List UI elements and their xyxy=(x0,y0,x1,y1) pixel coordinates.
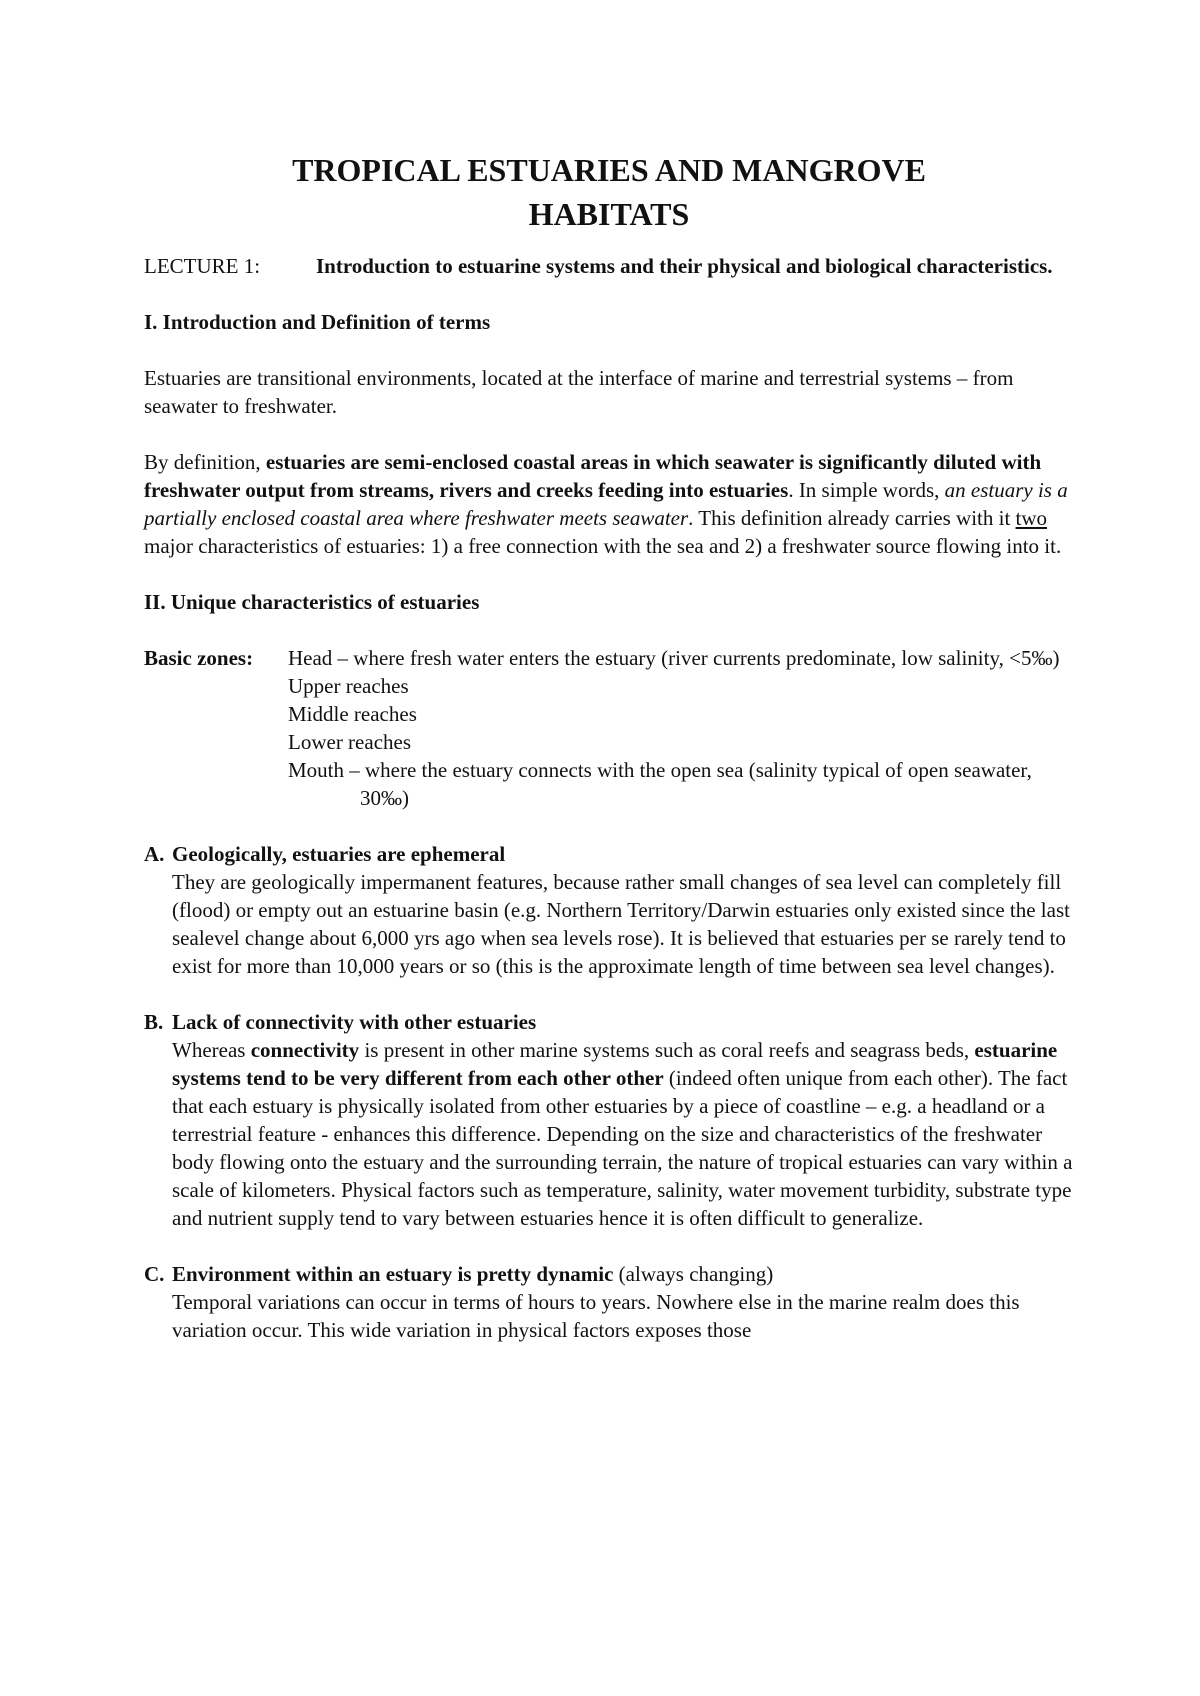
lecture-description: Introduction to estuarine systems and their physical and biological characteristics. xyxy=(316,254,1053,278)
section-1-paragraph-1: Estuaries are transitional environments, located at the interface of marine and terrestrial systems – from seawater to freshwater. xyxy=(144,366,1014,418)
connectivity-intro: Whereas xyxy=(172,1038,251,1062)
basic-zones xyxy=(144,644,1074,812)
connectivity-middle: is present in other marine systems such as coral reefs and seagrass beds, xyxy=(359,1038,975,1062)
document-content xyxy=(144,148,1074,1372)
subsection-c-label: C. xyxy=(144,1262,165,1286)
definition-underline: two xyxy=(1015,506,1048,530)
estuarine-difference-bold: estuarine systems tend to be very different from each other other xyxy=(172,1038,1058,1090)
section-1-paragraph-2 xyxy=(144,448,1074,560)
subsection-a-title: Geologically, estuaries are ephemeral xyxy=(172,842,506,866)
definition-connector: . In simple words, xyxy=(788,478,945,502)
basic-zones-list xyxy=(288,644,1074,812)
subsection-c xyxy=(144,1260,1074,1344)
lecture-label: LECTURE 1: xyxy=(144,254,261,278)
title-line-1: TROPICAL ESTUARIES AND MANGROVE xyxy=(292,152,926,188)
subsection-b-title: Lack of connectivity with other estuaries xyxy=(172,1010,537,1034)
subsection-c-title-note: (always changing) xyxy=(613,1262,774,1286)
zone-item: Mouth – where the estuary connects with the open sea (salinity typical of open seawater, 30‰) xyxy=(288,758,1032,810)
section-1-heading: I. Introduction and Definition of terms xyxy=(144,310,491,334)
definition-italic: an estuary is a partially enclosed coastal area where freshwater meets seawater xyxy=(144,478,1068,530)
subsection-a xyxy=(144,840,1074,980)
subsection-b-body xyxy=(144,1036,1074,1232)
document-title xyxy=(144,148,1074,236)
subsection-b-label: B. xyxy=(144,1010,164,1034)
definition-end: major characteristics of estuaries: 1) a free connection with the sea and 2) a freshwater source flowing into it. xyxy=(144,534,1062,558)
subsection-b xyxy=(144,1008,1074,1232)
definition-bold: estuaries are semi-enclosed coastal areas in which seawater is significantly diluted with freshwater output from streams, rivers and creeks feeding into estuaries xyxy=(144,450,1042,502)
subsection-a-heading xyxy=(144,840,1074,868)
definition-continuation: . This definition already carries with it xyxy=(688,506,1016,530)
definition-intro: By definition, xyxy=(144,450,266,474)
connectivity-rest: (indeed often unique from each other). The fact that each estuary is physically isolated from other estuaries by a piece of coastline – e.g. a headland or a terrestrial feature - enhances this difference. Depending on the size and characteristics of the freshwater body flowing onto the estuary and the surrounding terrain, the nature of tropical estuaries can vary within a scale of kilometers. Physical factors such as temperature, salinity, water movement turbidity, substrate type and nutrient supply tend to vary between estuaries hence it is often difficult to generalize. xyxy=(172,1066,1073,1230)
lecture-header xyxy=(144,252,1074,280)
subsection-b-heading xyxy=(144,1008,1074,1036)
subsection-c-heading xyxy=(144,1260,1074,1288)
zone-item: Upper reaches xyxy=(288,674,409,698)
subsection-c-body: Temporal variations can occur in terms of hours to years. Nowhere else in the marine realm does this variation occur. This wide variation in physical factors exposes those xyxy=(172,1290,1020,1342)
subsection-a-label: A. xyxy=(144,842,165,866)
title-line-2: HABITATS xyxy=(528,196,690,232)
subsection-c-title: Environment within an estuary is pretty dynamic xyxy=(172,1262,614,1286)
basic-zones-label: Basic zones: xyxy=(144,646,254,670)
zone-item: Middle reaches xyxy=(288,702,417,726)
zone-item: Lower reaches xyxy=(288,730,412,754)
connectivity-bold: connectivity xyxy=(250,1038,360,1062)
subsection-a-body: They are geologically impermanent features, because rather small changes of sea level can completely fill (flood) or empty out an estuarine basin (e.g. Northern Territory/Darwin estuaries only existed since the last sealevel change about 6,000 yrs ago when sea levels rose). It is believed that estuaries per se rarely tend to exist for more than 10,000 years or so (this is the approximate length of time between sea level changes). xyxy=(172,870,1070,978)
zone-item: Head – where fresh water enters the estuary (river currents predominate, low salinity, <5‰) xyxy=(288,646,1060,670)
section-2-heading: II. Unique characteristics of estuaries xyxy=(144,590,480,614)
